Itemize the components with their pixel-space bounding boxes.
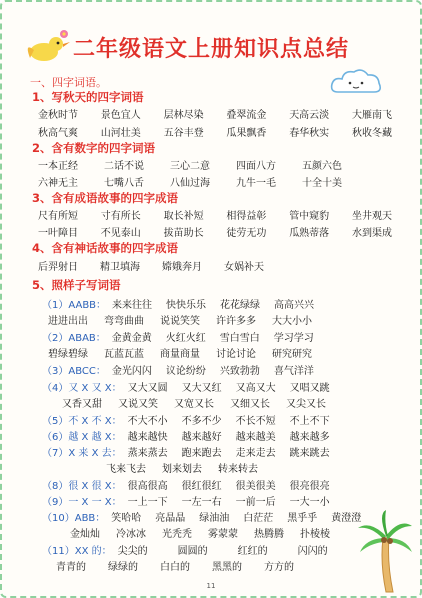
pattern-continuation	[70, 525, 346, 540]
word: 跳来跳去	[289, 448, 330, 459]
word: 黄澄澄	[331, 513, 362, 524]
word: 不见泰山	[100, 228, 141, 239]
word: 又说又笑	[118, 399, 158, 410]
section-heading: 一、四字词语。	[30, 76, 107, 89]
word: 转来转去	[218, 464, 258, 475]
word: 跑来跑去	[181, 448, 222, 459]
word: 春华秋实	[289, 128, 330, 139]
word: 取长补短	[163, 211, 204, 222]
word: 寸有所长	[100, 211, 141, 222]
word: 说说笑笑	[160, 316, 200, 327]
pattern-continuation	[62, 395, 342, 410]
word: 金秋时节	[38, 110, 78, 121]
word: 不上不下	[289, 416, 330, 427]
word: 学习学习	[273, 333, 314, 344]
word-row	[38, 207, 400, 222]
word: 又宽又长	[174, 399, 214, 410]
word: 越来越快	[127, 432, 168, 443]
pattern-label: （2）ABAB：	[42, 333, 106, 344]
pattern-row	[42, 379, 344, 394]
word: 飞来飞去	[106, 464, 146, 475]
word: 嫦娥奔月	[162, 262, 202, 273]
word: 尺有所短	[38, 211, 78, 222]
word: 弯弯曲曲	[104, 316, 144, 327]
pattern-label: （10）ABB：	[42, 513, 106, 524]
pattern-row	[42, 428, 344, 443]
word: 景色宜人	[100, 110, 141, 121]
word: 很亮很亮	[289, 481, 330, 492]
pattern-label: （7）X 来 X 去：	[42, 448, 122, 459]
word: 黑黑的	[212, 562, 242, 573]
word: 瓜熟蒂落	[289, 228, 330, 239]
word: 亮晶晶	[155, 513, 186, 524]
word: 又高又大	[235, 383, 276, 394]
section-label: 3、含有成语故事的四字成语	[32, 191, 179, 205]
pattern-label: （1）AABB：	[42, 300, 107, 311]
word: 水到渠成	[351, 228, 392, 239]
word: 划来划去	[162, 464, 202, 475]
pattern-continuation	[48, 345, 328, 360]
pattern-row	[42, 329, 328, 344]
word: 层林尽染	[163, 110, 204, 121]
word: 又唱又跳	[289, 383, 330, 394]
word: 五颜六色	[302, 161, 342, 172]
pattern-row	[42, 542, 342, 557]
word: 进进出出	[48, 316, 88, 327]
word: 笑哈哈	[111, 513, 142, 524]
word: 快快乐乐	[166, 300, 207, 311]
word-row	[38, 224, 400, 239]
word: 金光闪闪	[111, 366, 152, 377]
word: 越来越好	[181, 432, 222, 443]
word-row	[38, 124, 400, 139]
word: 很红很红	[181, 481, 222, 492]
word: 一左一右	[181, 497, 222, 508]
word: 管中窥豹	[289, 211, 330, 222]
section-label: 2、含有数字的四字词语	[32, 141, 156, 155]
word: 花花绿绿	[220, 300, 261, 311]
pattern-row	[42, 362, 328, 377]
word: 尖尖的	[117, 546, 148, 557]
pattern-row	[42, 296, 328, 311]
section-label: 1、写秋天的四字词语	[32, 90, 144, 104]
word: 红红的	[237, 546, 268, 557]
word: 火红火红	[165, 333, 206, 344]
word: 蒸来蒸去	[127, 448, 168, 459]
word: 一叶障目	[38, 228, 78, 239]
word: 一前一后	[235, 497, 276, 508]
word: 金灿灿	[70, 529, 100, 540]
word: 绿油油	[199, 513, 230, 524]
pattern-label: （3）ABCC：	[42, 366, 106, 377]
section-label: 4、含有神话故事的四字成语	[32, 241, 179, 255]
word: 后羿射日	[38, 262, 78, 273]
word: 天高云淡	[289, 110, 330, 121]
word: 徒劳无功	[226, 228, 267, 239]
section-label: 5、照样子写词语	[32, 278, 121, 292]
pattern-label: （8）很 X 很 X：	[42, 481, 122, 492]
word: 闪闪的	[297, 546, 328, 557]
word: 高高兴兴	[274, 300, 315, 311]
word: 又香又甜	[62, 399, 102, 410]
word: 秋高气爽	[38, 128, 78, 139]
pattern-row	[42, 509, 375, 524]
word: 青青的	[56, 562, 86, 573]
word: 精卫填海	[100, 262, 140, 273]
pattern-continuation	[48, 312, 328, 327]
cloud-illustration	[328, 66, 384, 96]
pattern-continuation	[56, 558, 310, 573]
pattern-row	[42, 412, 344, 427]
word: 扑棱棱	[300, 529, 330, 540]
word: 一上一下	[127, 497, 168, 508]
word: 七嘴八舌	[104, 178, 144, 189]
word: 女娲补天	[224, 262, 264, 273]
word: 黑乎乎	[287, 513, 318, 524]
word: 碧绿碧绿	[48, 349, 88, 360]
pattern-row	[42, 477, 344, 492]
word-row	[38, 174, 400, 189]
pattern-label: （4）又 X 又 X：	[42, 383, 122, 394]
word: 绿绿的	[108, 562, 138, 573]
word: 八仙过海	[170, 178, 210, 189]
word-row	[38, 157, 400, 172]
word: 许许多多	[216, 316, 256, 327]
word: 二话不说	[104, 161, 144, 172]
word: 又大又圆	[127, 383, 168, 394]
word: 大大小小	[272, 316, 312, 327]
word: 越来越多	[289, 432, 330, 443]
word: 白白的	[160, 562, 190, 573]
word: 光秃秃	[162, 529, 192, 540]
pattern-label: （6）越 X 越 X：	[42, 432, 122, 443]
pattern-label: （9）一 X 一 X：	[42, 497, 122, 508]
word-row	[38, 258, 400, 273]
word: 雪白雪白	[219, 333, 260, 344]
word: 一大一小	[289, 497, 330, 508]
pattern-continuation	[106, 460, 274, 475]
pattern-label: （5）不 X 不 X：	[42, 416, 122, 427]
word: 秋收冬藏	[351, 128, 392, 139]
word-row	[38, 106, 400, 121]
word: 瓜果飘香	[226, 128, 267, 139]
word: 一本正经	[38, 161, 78, 172]
word: 商量商量	[160, 349, 200, 360]
word: 方方的	[264, 562, 294, 573]
word: 圆圆的	[177, 546, 208, 557]
word: 金黄金黄	[111, 333, 152, 344]
word: 议论纷纷	[165, 366, 206, 377]
word: 叠翠流金	[226, 110, 267, 121]
word: 十全十美	[302, 178, 342, 189]
word: 很高很高	[127, 481, 168, 492]
word: 不大不小	[127, 416, 168, 427]
word: 不多不少	[181, 416, 222, 427]
word: 冷冰冰	[116, 529, 146, 540]
word: 又大又红	[181, 383, 222, 394]
word: 雾蒙蒙	[208, 529, 238, 540]
word: 走来走去	[235, 448, 276, 459]
word: 讨论讨论	[216, 349, 256, 360]
word: 大雁南飞	[351, 110, 392, 121]
word: 山河壮美	[100, 128, 141, 139]
word: 五谷丰登	[163, 128, 204, 139]
word: 六神无主	[38, 178, 78, 189]
word: 四面八方	[236, 161, 276, 172]
word: 九牛一毛	[236, 178, 276, 189]
word: 相得益彰	[226, 211, 267, 222]
word: 研究研究	[272, 349, 312, 360]
word: 喜气洋洋	[273, 366, 314, 377]
word: 兴致勃勃	[219, 366, 260, 377]
word: 越来越美	[235, 432, 276, 443]
word: 三心二意	[170, 161, 210, 172]
word: 很美很美	[235, 481, 276, 492]
page-title: 二年级语文上册知识点总结	[72, 37, 349, 62]
word: 拔苗助长	[163, 228, 204, 239]
page-number: 11	[206, 582, 216, 590]
word: 又细又长	[230, 399, 270, 410]
word: 白茫茫	[243, 513, 274, 524]
pattern-row	[42, 493, 344, 508]
word: 来来往往	[112, 300, 153, 311]
word: 瓦蓝瓦蓝	[104, 349, 144, 360]
pattern-label: （11）XX 的：	[42, 546, 112, 557]
word: 又尖又长	[286, 399, 326, 410]
word: 不长不短	[235, 416, 276, 427]
word: 热腾腾	[254, 529, 284, 540]
word: 坐井观天	[351, 211, 392, 222]
pattern-row	[42, 444, 344, 459]
